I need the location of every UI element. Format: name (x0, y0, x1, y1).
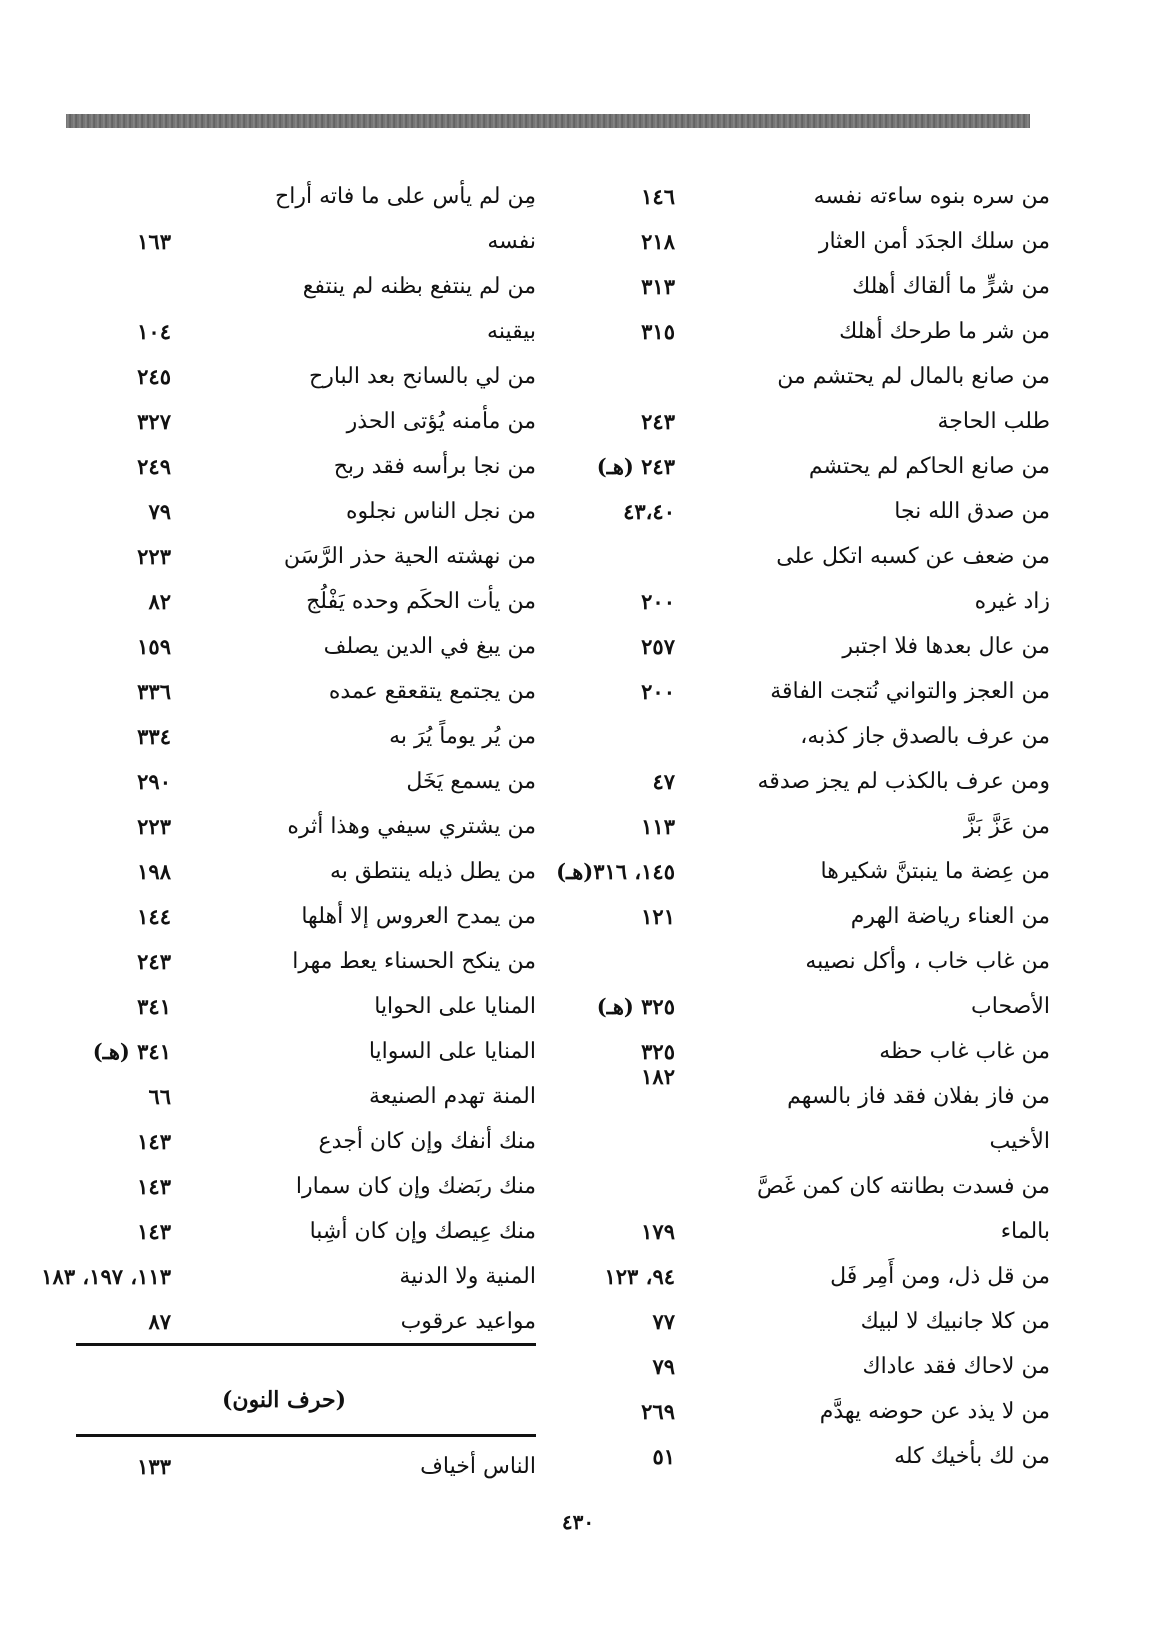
entry-page-ref: ٢٤٣ (641, 409, 675, 434)
entry-page-ref: ٨٢ (148, 589, 171, 614)
index-entry (76, 810, 536, 855)
entry-page-ref: ١٨٢ (641, 1064, 675, 1089)
index-entry (545, 585, 1050, 630)
entry-text: من لم ينتفع بظنه لم ينتفع (302, 274, 536, 299)
index-entry (76, 900, 536, 945)
section-rule-top (76, 1343, 536, 1346)
index-entry (76, 585, 536, 630)
entry-text: المنة تهدم الصنيعة (369, 1084, 536, 1109)
entry-text: منك ربَضك وإن كان سمارا (295, 1174, 536, 1199)
entry-page-ref: ٦٦ (148, 1084, 171, 1109)
index-entry (545, 360, 1050, 405)
entry-text: من لك بأخيك كله (894, 1444, 1050, 1469)
entry-text: طلب الحاجة (937, 409, 1050, 434)
entry-text: من العناء رياضة الهرم (850, 904, 1050, 929)
entry-text: من يأت الحكَم وحده يَفْلُج (306, 589, 536, 614)
index-entry (76, 360, 536, 405)
index-entry (76, 540, 536, 585)
entry-page-ref: ١٤٣ (137, 1129, 171, 1154)
index-entry (545, 1125, 1050, 1170)
entry-page-ref: ٨٧ (148, 1309, 171, 1334)
index-entry (76, 405, 536, 450)
entry-page-ref: ١٢١ (641, 904, 675, 929)
entry-text: منك أنفك وإن كان أجدع (318, 1129, 536, 1154)
entry-text: من يسمع يَخَل (406, 769, 536, 794)
section-rule-bottom (76, 1434, 536, 1437)
entry-page-ref: ٤٣،٤٠ (623, 499, 675, 524)
index-entry (76, 720, 536, 765)
entry-page-ref: ٣١٥ (641, 319, 675, 344)
entry-page-ref: ٤٧ (652, 769, 675, 794)
index-entry (545, 720, 1050, 765)
entry-page-ref: ٧٩ (652, 1354, 675, 1379)
index-entry (545, 1305, 1050, 1350)
entry-text: من عِضة ما ينبتنَّ شكيرها (820, 859, 1050, 884)
entry-page-ref: ٢١٨ (641, 229, 675, 254)
entry-text: من نهشته الحية حذر الرَّسَن (283, 544, 536, 569)
index-entry (76, 630, 536, 675)
entry-text: من عَزَّ بَزَّ (963, 814, 1050, 839)
page-number: ٤٣٠ (561, 1510, 595, 1534)
index-entry (545, 315, 1050, 360)
entry-text: من سلك الجدَد أمن العثار (818, 229, 1050, 254)
index-entry (76, 1450, 536, 1495)
index-entry (545, 1350, 1050, 1395)
entry-page-ref: ٧٩ (148, 499, 171, 524)
section-heading-text: (حرف النون) (222, 1387, 346, 1413)
entry-text: من لاحاك فقد عاداك (862, 1354, 1050, 1379)
index-entry (545, 1064, 1050, 1125)
entry-text: الأصحاب (971, 994, 1050, 1019)
index-entry (76, 990, 536, 1035)
index-entry (545, 675, 1050, 720)
entry-text: نفسه (487, 229, 536, 254)
index-entry (545, 990, 1050, 1035)
entry-text: من يُر يوماً يُرَ به (389, 724, 536, 749)
entry-page-ref: ١٣٣ (137, 1454, 171, 1479)
index-entry (545, 1170, 1050, 1215)
entry-text: من لا يذد عن حوضه يهدَّم (819, 1399, 1050, 1424)
entry-page-ref: ٢٠٠ (641, 679, 675, 704)
entry-page-ref: ٣١٣ (641, 274, 675, 299)
entry-page-ref: ٣٢٧ (137, 409, 171, 434)
entry-page-ref: ٢٤٥ (137, 364, 171, 389)
index-column-left (41, 180, 536, 1350)
index-entry (76, 450, 536, 495)
entry-text: من فاز بفلان فقد فاز بالسهم (787, 1084, 1050, 1109)
index-entry (76, 1035, 536, 1080)
index-entry (545, 1035, 1050, 1080)
entry-text: ومن عرف بالكذب لم يجز صدقه (757, 769, 1050, 794)
entry-page-ref: ١٠٤ (137, 319, 171, 344)
index-entry (76, 945, 536, 990)
entry-text: من ضعف عن كسبه اتكل على (776, 544, 1050, 569)
index-entry (545, 810, 1050, 855)
index-entry (545, 180, 1050, 225)
entry-page-ref: ٢٥٧ (641, 634, 675, 659)
index-entry (545, 495, 1050, 540)
entry-text: المنايا على الحوايا (374, 994, 536, 1019)
index-entry (76, 765, 536, 810)
entry-text: بالماء (1000, 1219, 1050, 1244)
index-entry (545, 450, 1050, 495)
entry-text: مِن لم يأس على ما فاته أراح (275, 184, 536, 209)
entry-page-ref: ٣٤١ (137, 994, 171, 1019)
entry-text: من لي بالسانح بعد البارح (309, 364, 536, 389)
entry-text: مواعيد عرقوب (400, 1309, 536, 1334)
entry-text: من يطل ذيله ينتطق به (329, 859, 536, 884)
entry-text: منك عِيصك وإن كان أشِبا (309, 1219, 536, 1244)
index-entry (545, 1395, 1050, 1440)
index-entry (76, 315, 536, 360)
index-entry (76, 225, 536, 270)
entry-page-ref: ٣٤١ (هـ) (92, 1039, 171, 1064)
entry-text: بيقينه (487, 319, 536, 344)
section-entries (76, 1450, 536, 1495)
entry-page-ref: ٢٤٩ (137, 454, 171, 479)
entry-text: الأخيب (989, 1129, 1050, 1154)
entry-text: من نجل الناس نجلوه (345, 499, 536, 524)
index-column-right (545, 180, 1050, 1485)
entry-text: من العجز والتواني نُتجت الفاقة (770, 679, 1050, 704)
entry-page-ref: ٣٣٦ (137, 679, 171, 704)
entry-text: من سره بنوه ساءته نفسه (813, 184, 1050, 209)
index-entry (41, 1260, 536, 1305)
entry-page-ref: ١٦٣ (137, 229, 171, 254)
entry-text: المنايا على السوايا (368, 1039, 536, 1064)
entry-page-ref: ٢٩٠ (137, 769, 171, 794)
index-entry (76, 1125, 536, 1170)
entry-page-ref: ٩٤، ١٢٣ (604, 1264, 675, 1289)
entry-text: من ينكح الحسناء يعط مهرا (292, 949, 536, 974)
entry-page-ref: ٢٢٣ (137, 814, 171, 839)
entry-text: من نجا برأسه فقد ربح (333, 454, 536, 479)
entry-page-ref: ١٤٥، ٣١٦(هـ) (556, 859, 675, 884)
index-entry (76, 1080, 536, 1125)
entry-text: من يبغ في الدين يصلف (323, 634, 536, 659)
entry-page-ref: ١٤٤ (137, 904, 171, 929)
entry-page-ref: ٣٢٥ (هـ) (596, 994, 675, 1019)
index-entry (76, 270, 536, 315)
index-entry (545, 855, 1050, 900)
entry-text: من قل ذل، ومن أَمِر فَل (830, 1264, 1050, 1289)
entry-page-ref: ١٤٣ (137, 1174, 171, 1199)
index-entry (76, 1215, 536, 1260)
entry-text: من صانع الحاكم لم يحتشم (808, 454, 1050, 479)
index-entry (545, 765, 1050, 810)
entry-text: من يشتري سيفي وهذا أثره (287, 814, 536, 839)
entry-text: من غاب خاب ، وأكل نصيبه (805, 949, 1050, 974)
entry-page-ref: ١٥٩ (137, 634, 171, 659)
entry-page-ref: ٣٢٥ (641, 1039, 675, 1064)
entry-page-ref: ١٤٦ (641, 184, 675, 209)
entry-text: من غاب غاب حظه (879, 1039, 1050, 1064)
index-entry (76, 855, 536, 900)
index-entry (545, 1215, 1050, 1260)
index-entry (545, 1260, 1050, 1305)
entry-text: من صانع بالمال لم يحتشم من (777, 364, 1050, 389)
entry-text: من كلا جانبيك لا لبيك (860, 1309, 1050, 1334)
entry-page-ref: ١١٣ (641, 814, 675, 839)
entry-text: من عرف بالصدق جاز كذبه، (800, 724, 1050, 749)
index-entry (76, 495, 536, 540)
entry-page-ref: ٢٦٩ (641, 1399, 675, 1424)
entry-text: من فسدت بطانته كان كمن غَصَّ (756, 1174, 1050, 1199)
index-entry (545, 405, 1050, 450)
entry-page-ref: ١٩٨ (137, 859, 171, 884)
index-entry (545, 945, 1050, 990)
entry-page-ref: ٣٣٤ (137, 724, 171, 749)
entry-text: من يمدح العروس إلا أهلها (301, 904, 536, 929)
section-heading (76, 1385, 536, 1425)
index-entry (545, 630, 1050, 675)
index-entry (545, 540, 1050, 585)
entry-page-ref: ١٧٩ (641, 1219, 675, 1244)
entry-text: من شر ما طرحك أهلك (839, 319, 1050, 344)
entry-text: المنية ولا الدنية (399, 1264, 536, 1289)
entry-text: من يجتمع يتقعقع عمده (328, 679, 536, 704)
entry-text: من مأمنه يُؤتى الحذر (346, 409, 536, 434)
entry-text: من شرٍّ ما ألقاك أهلك (852, 274, 1050, 299)
index-entry (545, 225, 1050, 270)
index-entry (76, 180, 536, 225)
entry-text: زاد غيره (974, 589, 1050, 614)
entry-page-ref: ٧٧ (652, 1309, 675, 1334)
index-entry (545, 1440, 1050, 1485)
entry-page-ref: ١٤٣ (137, 1219, 171, 1244)
index-entry (76, 675, 536, 720)
index-entry (545, 270, 1050, 315)
entry-page-ref: ٢٢٣ (137, 544, 171, 569)
entry-page-ref: ٢٤٣ (هـ) (596, 454, 675, 479)
index-entry (545, 900, 1050, 945)
entry-text: من صدق الله نجا (894, 499, 1050, 524)
entry-page-ref: ٢٤٣ (137, 949, 171, 974)
entry-page-ref: ١١٣، ١٩٧، ١٨٣ (41, 1264, 171, 1289)
entry-text: من عال بعدها فلا اجتبر (842, 634, 1050, 659)
entry-page-ref: ٢٠٠ (641, 589, 675, 614)
entry-text: الناس أخياف (420, 1454, 536, 1479)
entry-page-ref: ٥١ (652, 1444, 675, 1469)
index-entry (76, 1170, 536, 1215)
top-rule (66, 114, 1030, 128)
